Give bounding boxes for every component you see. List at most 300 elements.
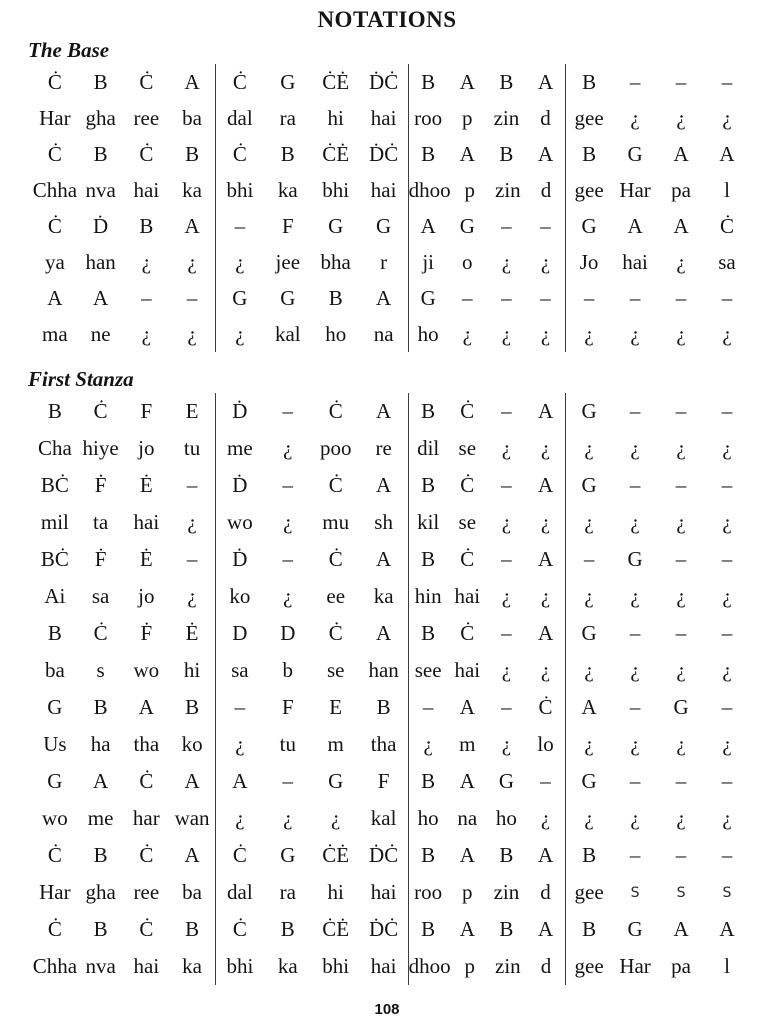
note-cell: Ċ — [460, 621, 475, 645]
note-cell: BĊ — [40, 473, 69, 497]
notes-row — [32, 467, 750, 504]
measure-group — [32, 578, 215, 615]
measure-group — [408, 64, 566, 100]
note-cell: – — [721, 547, 733, 571]
lyric-cell: p — [462, 880, 473, 904]
lyric-cell: ka — [182, 177, 202, 202]
lyric-cell: bhi — [322, 177, 350, 202]
lyric-cell: o — [462, 249, 473, 274]
measure-group — [565, 541, 750, 578]
lyric-cell: ka — [182, 954, 202, 978]
note-cell: – — [282, 547, 294, 571]
measure-group — [215, 136, 408, 172]
lyric-cell: ka — [277, 954, 298, 978]
measure-group — [565, 467, 750, 504]
lyric-cell: ¿ — [283, 436, 293, 460]
note-cell: B — [139, 213, 154, 238]
measure-group — [408, 652, 566, 689]
measure-group — [565, 244, 750, 280]
notes-row — [32, 280, 750, 316]
lyric-cell: Har — [39, 105, 71, 130]
lyric-cell: ¿ — [630, 806, 640, 830]
lyric-cell: ¿ — [540, 584, 551, 608]
measure-group — [215, 837, 408, 874]
note-cell: ĊĖ — [322, 843, 350, 867]
note-cell: E — [185, 399, 199, 423]
note-cell: D — [280, 621, 296, 645]
lyric-cell: roo — [414, 880, 443, 904]
lyric-cell: na — [457, 806, 478, 830]
measure-group — [215, 541, 408, 578]
measure-group — [32, 652, 215, 689]
lyrics-row — [32, 948, 750, 985]
note-cell: Ċ — [328, 473, 343, 497]
measure-group — [32, 689, 215, 726]
lyric-cell: l — [724, 177, 730, 202]
measure-group — [215, 689, 408, 726]
note-cell: A — [537, 141, 554, 166]
lyrics-row — [32, 578, 750, 615]
lyric-cell: ¿ — [676, 321, 686, 346]
notes-row — [32, 911, 750, 948]
lyric-cell: ¿ — [283, 510, 293, 534]
lyric-cell: ¿ — [676, 249, 686, 274]
measure-group — [32, 316, 215, 352]
note-cell: – — [501, 695, 512, 719]
lyric-cell: ¿ — [235, 321, 245, 346]
lyric-cell: sa — [231, 658, 249, 682]
section-the-base — [20, 37, 754, 352]
note-cell: G — [627, 917, 643, 941]
note-cell: – — [629, 843, 641, 867]
measure-group — [408, 837, 566, 874]
measure-group — [32, 100, 215, 136]
measure-group — [32, 504, 215, 541]
note-cell: A — [459, 141, 475, 166]
lyric-cell: pa — [671, 177, 691, 202]
lyric-cell: ¿ — [722, 436, 732, 460]
note-cell: A — [232, 769, 248, 793]
note-cell: A — [459, 843, 475, 867]
measure-group — [408, 244, 566, 280]
note-cell: Ċ — [232, 141, 247, 166]
note-cell: – — [675, 843, 687, 867]
measure-group — [408, 689, 566, 726]
measure-group — [32, 136, 215, 172]
measure-group — [408, 316, 566, 352]
lyric-cell: d — [540, 177, 552, 202]
note-cell: Ċ — [328, 621, 343, 645]
lyric-cell: roo — [414, 105, 443, 130]
note-cell: – — [629, 621, 641, 645]
lyric-cell: zin — [493, 880, 520, 904]
measure-group — [565, 280, 750, 316]
note-cell: A — [627, 213, 643, 238]
note-cell: B — [421, 769, 436, 793]
lyric-cell: se — [458, 510, 477, 534]
note-cell: A — [673, 917, 689, 941]
note-cell: – — [282, 769, 294, 793]
note-cell: Ċ — [460, 547, 475, 571]
note-cell: ḊĊ — [369, 843, 399, 867]
lyric-cell: ee — [326, 584, 346, 608]
lyric-cell: Har — [619, 177, 651, 202]
lyric-cell: gee — [574, 954, 604, 978]
measure-group — [215, 100, 408, 136]
note-cell: G — [47, 769, 63, 793]
lyric-cell: se — [458, 436, 477, 460]
lyric-cell: ra — [279, 880, 296, 904]
note-cell: – — [721, 695, 733, 719]
lyrics-row — [32, 244, 750, 280]
measure-group — [215, 578, 408, 615]
lyric-cell: ta — [93, 510, 109, 534]
lyric-cell: ba — [182, 880, 202, 904]
lyric-cell: ¿ — [722, 806, 732, 830]
lyric-cell: Us — [43, 732, 67, 756]
note-cell: A — [459, 917, 475, 941]
note-cell: Ċ — [47, 843, 62, 867]
note-cell: Ċ — [93, 399, 108, 423]
measure-group — [408, 100, 566, 136]
lyric-cell: ne — [90, 321, 111, 346]
note-cell: – — [540, 213, 551, 238]
note-cell: – — [629, 473, 641, 497]
lyric-cell: gha — [85, 880, 116, 904]
lyric-cell: tha — [133, 732, 160, 756]
measure-group — [565, 726, 750, 763]
note-cell: B — [421, 399, 436, 423]
lyric-cell: gha — [85, 105, 116, 130]
measure-group — [32, 911, 215, 948]
note-cell: B — [582, 141, 597, 166]
note-cell: – — [501, 473, 512, 497]
note-cell: Ċ — [538, 695, 553, 719]
lyrics-row — [32, 874, 750, 911]
lyric-cell: ¿ — [235, 249, 245, 274]
measure-group — [408, 430, 566, 467]
lyric-cell: Har — [39, 880, 71, 904]
note-cell: – — [282, 473, 294, 497]
lyric-cell: ¿ — [584, 806, 594, 830]
note-cell: – — [629, 695, 641, 719]
lyric-cell: ko — [181, 732, 203, 756]
measure-group — [32, 393, 215, 430]
lyric-cell: ¿ — [187, 510, 197, 534]
note-cell: Ċ — [139, 769, 154, 793]
lyric-cell: ¿ — [676, 658, 686, 682]
note-cell: – — [583, 547, 595, 571]
measure-group — [215, 911, 408, 948]
section-heading: First Stanza — [28, 367, 134, 391]
lyric-cell: ¿ — [630, 584, 640, 608]
note-cell: B — [499, 69, 514, 94]
lyric-cell: sh — [374, 510, 393, 534]
measure-group — [408, 280, 566, 316]
lyric-cell: S — [676, 884, 686, 901]
lyric-cell: ree — [133, 880, 160, 904]
lyric-cell: se — [326, 658, 345, 682]
lyric-cell: hai — [133, 510, 160, 534]
measure-group — [32, 948, 215, 985]
lyric-cell: ¿ — [676, 732, 686, 756]
lyric-cell: kal — [370, 806, 397, 830]
lyric-cell: me — [87, 806, 114, 830]
measure-group — [32, 172, 215, 208]
note-cell: B — [499, 843, 514, 867]
lyric-cell: ¿ — [540, 806, 551, 830]
lyric-cell: bhi — [322, 954, 350, 978]
note-cell: A — [719, 141, 735, 166]
lyric-cell: me — [227, 436, 253, 460]
note-cell: A — [138, 695, 154, 719]
note-cell: – — [675, 473, 687, 497]
note-cell: B — [421, 473, 436, 497]
lyric-cell: hai — [370, 177, 397, 202]
note-cell: G — [581, 399, 597, 423]
lyric-cell: ho — [325, 321, 347, 346]
lyric-cell: ¿ — [331, 806, 341, 830]
note-cell: G — [581, 473, 597, 497]
note-cell: F — [140, 399, 153, 423]
lyric-cell: ma — [42, 321, 68, 346]
measure-group — [565, 652, 750, 689]
lyric-cell: ¿ — [187, 321, 197, 346]
measure-group — [32, 244, 215, 280]
lyric-cell: ka — [373, 584, 394, 608]
measure-group — [565, 837, 750, 874]
lyric-cell: ¿ — [187, 249, 197, 274]
lyric-cell: hi — [327, 105, 344, 130]
note-cell: B — [421, 69, 436, 94]
lyric-cell: tu — [279, 732, 296, 756]
note-cell: Ḟ — [94, 547, 107, 571]
measure-group — [408, 726, 566, 763]
lyric-cell: ¿ — [676, 105, 686, 130]
measure-group — [408, 615, 566, 652]
note-cell: ḊĊ — [369, 69, 399, 94]
lyric-cell: ¿ — [187, 584, 197, 608]
note-cell: A — [581, 695, 597, 719]
lyric-cell: ji — [422, 249, 434, 274]
note-cell: – — [721, 843, 733, 867]
note-cell: B — [376, 695, 391, 719]
lyric-cell: wo — [42, 806, 68, 830]
notes-row — [32, 615, 750, 652]
lyric-cell: hai — [133, 177, 160, 202]
lyric-cell: m — [327, 732, 344, 756]
measure-group — [215, 615, 408, 652]
note-cell: – — [501, 399, 512, 423]
note-cell: B — [93, 141, 108, 166]
note-cell: A — [93, 769, 109, 793]
note-cell: A — [184, 843, 200, 867]
lyric-cell: ¿ — [501, 658, 512, 682]
notes-row — [32, 763, 750, 800]
note-cell: – — [629, 399, 641, 423]
lyric-cell: p — [464, 954, 475, 978]
note-cell: – — [234, 213, 246, 238]
lyric-cell: bhi — [226, 954, 254, 978]
lyric-cell: hai — [370, 880, 397, 904]
lyric-cell: ¿ — [462, 321, 472, 346]
measure-group — [408, 800, 566, 837]
note-cell: B — [499, 141, 514, 166]
lyrics-row — [32, 652, 750, 689]
lyric-cell: ra — [279, 105, 296, 130]
note-cell: Ḋ — [232, 547, 248, 571]
lyric-cell: ba — [182, 105, 202, 130]
note-cell: Ċ — [460, 399, 475, 423]
note-cell: – — [721, 69, 733, 94]
measure-group — [408, 172, 566, 208]
measure-group — [565, 615, 750, 652]
lyric-cell: gee — [574, 880, 604, 904]
lyric-cell: zin — [493, 105, 520, 130]
lyric-cell: hai — [454, 584, 481, 608]
measure-group — [32, 800, 215, 837]
note-cell: Ċ — [139, 917, 154, 941]
measure-group — [565, 763, 750, 800]
note-cell: A — [376, 547, 392, 571]
lyric-cell: ¿ — [501, 436, 512, 460]
lyric-cell: hai — [370, 954, 397, 978]
lyric-cell: Chha — [32, 954, 78, 978]
note-cell: G — [673, 695, 689, 719]
lyric-cell: d — [540, 105, 551, 130]
lyric-cell: ¿ — [141, 249, 151, 274]
note-cell: G — [376, 213, 392, 238]
page-number: 108 — [374, 1001, 400, 1018]
note-cell: – — [282, 399, 294, 423]
note-cell: B — [280, 917, 295, 941]
lyric-cell: ¿ — [722, 510, 732, 534]
note-cell: Ė — [139, 547, 153, 571]
lyric-cell: ¿ — [584, 584, 594, 608]
note-cell: – — [422, 695, 434, 719]
note-cell: A — [184, 213, 200, 238]
note-cell: Ḋ — [232, 399, 248, 423]
lyric-cell: ¿ — [540, 321, 551, 346]
lyric-cell: ¿ — [501, 249, 512, 274]
lyric-cell: ¿ — [283, 806, 293, 830]
lyric-cell: p — [462, 105, 473, 130]
measure-group — [565, 504, 750, 541]
lyric-cell: ¿ — [630, 658, 640, 682]
note-cell: G — [328, 213, 344, 238]
measure-group — [408, 911, 566, 948]
lyric-cell: ¿ — [630, 732, 640, 756]
note-cell: Ḟ — [94, 473, 107, 497]
lyric-cell: ¿ — [501, 321, 512, 346]
note-cell: A — [537, 621, 554, 645]
note-cell: – — [721, 621, 733, 645]
lyric-cell: ¿ — [235, 806, 245, 830]
lyric-cell: ¿ — [584, 436, 594, 460]
measure-group — [408, 467, 566, 504]
lyric-cell: zin — [495, 177, 521, 202]
section-first-stanza — [20, 366, 754, 985]
lyric-cell: hai — [133, 954, 160, 978]
note-cell: G — [280, 843, 296, 867]
note-cell: – — [721, 285, 733, 310]
note-cell: – — [675, 621, 687, 645]
lyric-cell: ¿ — [235, 732, 245, 756]
note-cell: A — [184, 769, 200, 793]
lyric-cell: hiye — [82, 436, 119, 460]
note-cell: G — [47, 695, 63, 719]
lyric-cell: sa — [718, 249, 736, 274]
notes-row — [32, 541, 750, 578]
lyric-cell: ¿ — [630, 510, 640, 534]
note-cell: A — [376, 473, 392, 497]
note-cell: – — [234, 695, 246, 719]
lyric-cell: ¿ — [630, 105, 640, 130]
lyric-cell: wo — [227, 510, 253, 534]
measure-group — [565, 393, 750, 430]
note-cell: Ė — [139, 473, 153, 497]
notes-row — [32, 208, 750, 244]
lyric-cell: ¿ — [630, 436, 640, 460]
note-cell: A — [93, 285, 109, 310]
note-cell: – — [186, 547, 198, 571]
lyric-cell: gee — [574, 105, 604, 130]
lyric-cell: d — [540, 954, 552, 978]
note-cell: G — [498, 769, 514, 793]
measure-group — [408, 504, 566, 541]
measure-group — [565, 800, 750, 837]
note-cell: G — [420, 285, 436, 310]
note-cell: B — [499, 917, 514, 941]
note-cell: B — [421, 843, 436, 867]
note-cell: – — [540, 285, 551, 310]
measure-group — [215, 244, 408, 280]
note-cell: – — [675, 547, 687, 571]
lyric-cell: ¿ — [722, 732, 732, 756]
lyric-cell: tha — [370, 732, 397, 756]
measure-group — [408, 136, 566, 172]
lyric-cell: nva — [85, 177, 116, 202]
note-cell: Ċ — [328, 547, 343, 571]
measure-group — [32, 837, 215, 874]
lyric-cell: ¿ — [676, 436, 686, 460]
lyric-cell: ya — [44, 249, 65, 274]
measure-group — [565, 689, 750, 726]
lyric-cell: hai — [370, 105, 397, 130]
measure-group — [32, 430, 215, 467]
lyric-cell: ¿ — [722, 584, 732, 608]
measure-group — [32, 874, 215, 911]
note-cell: B — [421, 621, 436, 645]
lyrics-row — [32, 504, 750, 541]
note-cell: Ċ — [232, 843, 247, 867]
lyric-cell: nva — [85, 954, 116, 978]
measure-group — [565, 100, 750, 136]
lyric-cell: hi — [327, 880, 344, 904]
lyric-cell: ¿ — [501, 732, 512, 756]
lyric-cell: jo — [138, 584, 155, 608]
note-cell: B — [93, 69, 108, 94]
measure-group — [408, 948, 566, 985]
lyric-cell: dil — [417, 436, 440, 460]
lyric-cell: l — [724, 954, 730, 978]
notes-row — [32, 136, 750, 172]
note-cell: – — [501, 621, 512, 645]
notes-row — [32, 393, 750, 430]
lyric-cell: b — [282, 658, 294, 682]
note-cell: Ċ — [139, 843, 154, 867]
note-cell: B — [93, 917, 108, 941]
